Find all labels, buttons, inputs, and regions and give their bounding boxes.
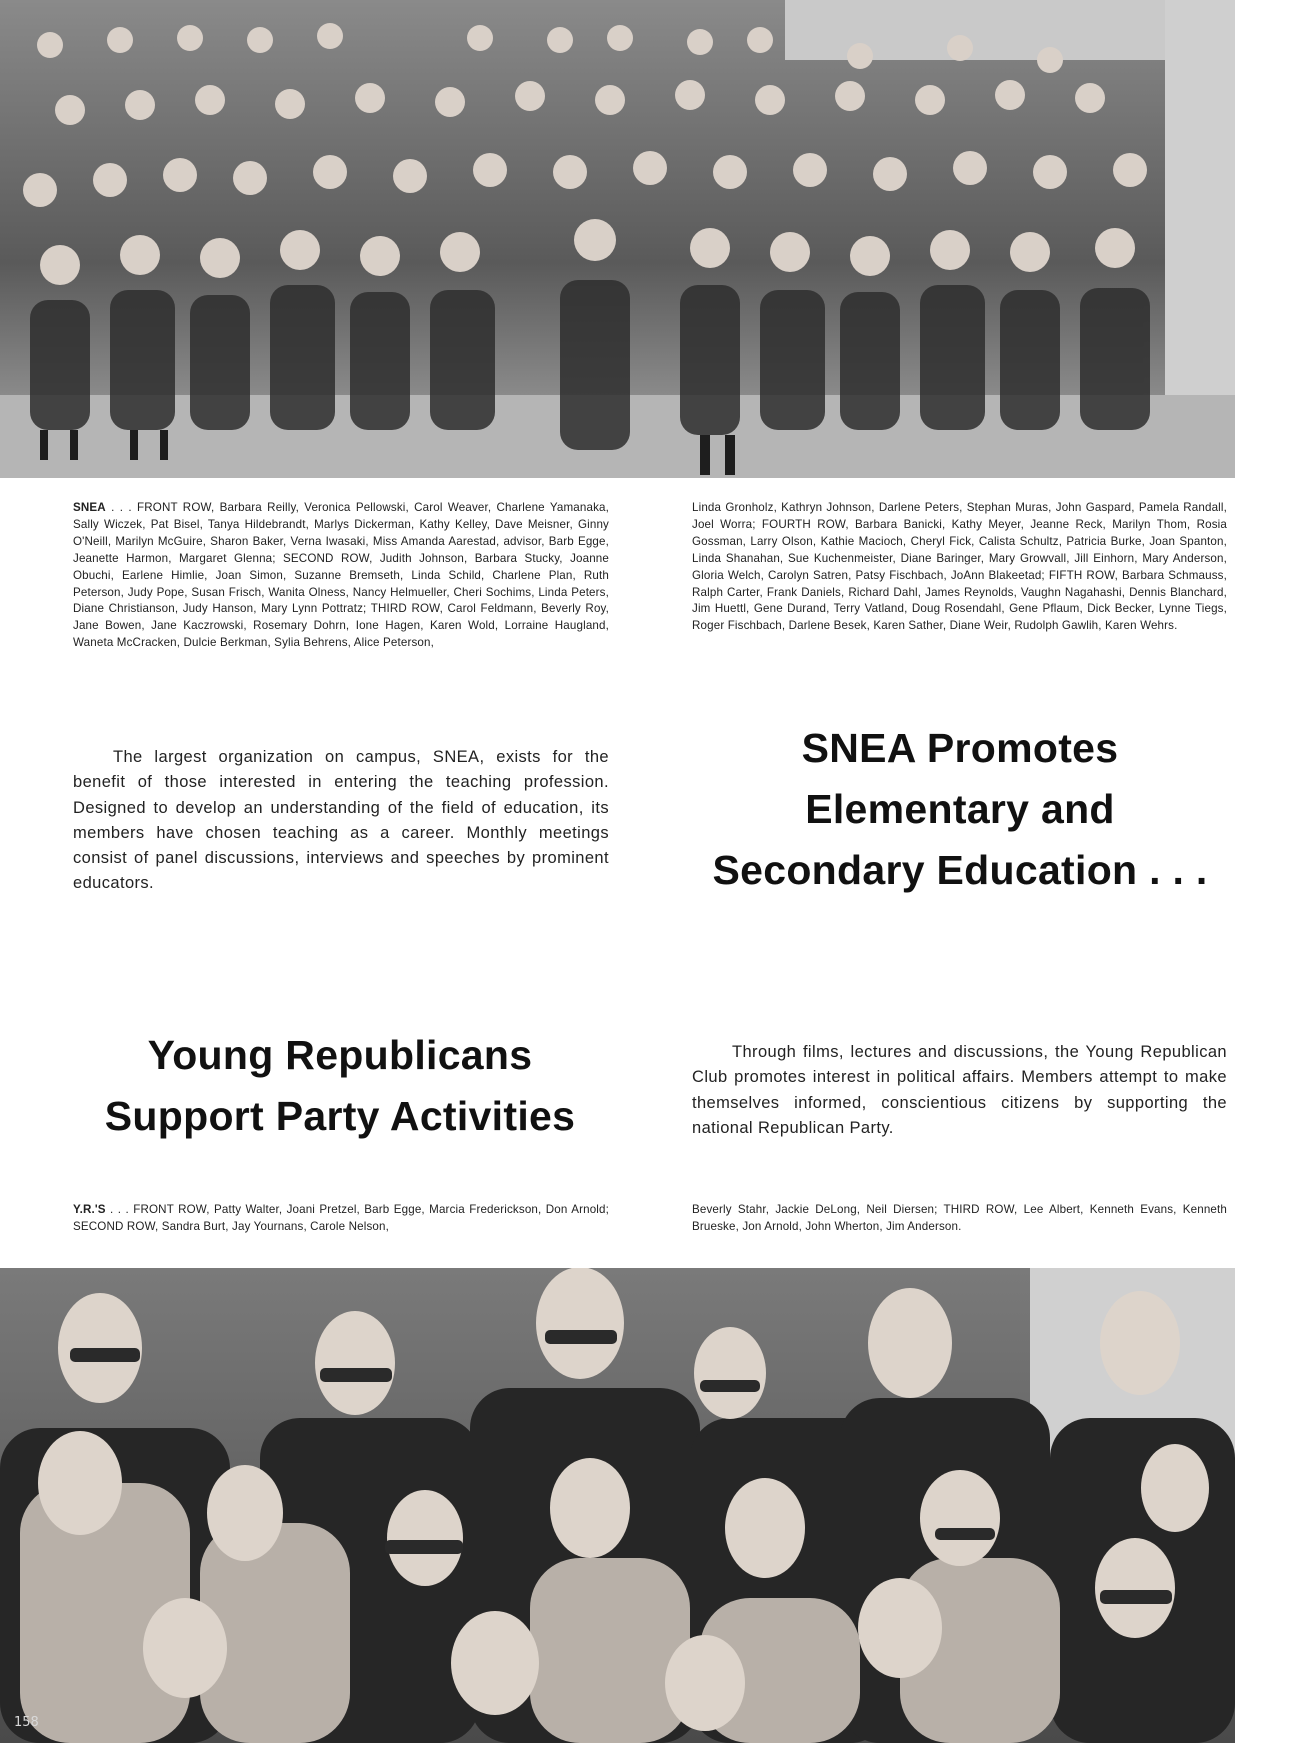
snea-headline	[680, 718, 1240, 901]
page-number: 158	[14, 1715, 39, 1730]
snea-headline-line-1: SNEA Promotes	[801, 725, 1119, 771]
snea-group-photo	[0, 0, 1235, 478]
yr-caption-left-text: . . . FRONT ROW, Patty Walter, Joani Pretzel, Barb Egge, Marcia Frederickson, Don Arnold; SECOND ROW, Sandra Burt, Jay Yournans, Carole Nelson,	[73, 1203, 609, 1233]
yr-group-photo	[0, 1268, 1235, 1743]
yr-headline	[60, 1025, 620, 1147]
snea-photo-image	[0, 0, 1235, 478]
snea-headline-line-2: Elementary and	[805, 786, 1115, 832]
yr-caption-org: Y.R.'S	[73, 1203, 106, 1216]
snea-caption-right: Linda Gronholz, Kathryn Johnson, Darlene Peters, Stephan Muras, John Gaspard, Pamela Randall, Joel Worra; FOURTH ROW, Barbara Banicki, Kathy Meyer, Jeanne Reck, Marilyn Thom, Rosia Gossman, Larry Olson, Kathie Macioch, Cheryl Fick, Calista Schultz, Patricia Burke, Joan Spanton, Linda Shanahan, Sue Kuchenmeister, Diane Baringer, Mary Growvall, Jill Einhorn, Mary Anderson, Gloria Welch, Carolyn Satren, Patsy Fischbach, JoAnn Blakeetad; FIFTH ROW, Barbara Schmauss, Ralph Carter, Frank Daniels, Richard Dahl, James Reynolds, Vaughn Nagahashi, Dennis Blanchard, Jim Huettl, Gene Durand, Terry Vatland, Doug Rosendahl, Gene Pflaum, Dick Becker, Lynne Tiegs, Roger Fischbach, Darlene Besek, Karen Sather, Diane Weir, Rudolph Gawlih, Karen Wehrs.	[692, 501, 1227, 633]
snea-caption-org: SNEA	[73, 501, 106, 514]
snea-caption-left	[73, 500, 609, 652]
yr-body-text: Through films, lectures and discussions, the Young Republican Club promotes interest in political affairs. Members attempt to make themselves informed, conscientious citizens by supporting the national Republican Party.	[692, 1043, 1227, 1137]
snea-headline-line-3: Secondary Education . . .	[712, 847, 1208, 893]
yr-caption-left	[73, 1202, 609, 1236]
yr-headline-line-2: Support Party Activities	[104, 1093, 576, 1139]
snea-caption-left-text: . . . FRONT ROW, Barbara Reilly, Veronica Pellowski, Carol Weaver, Charlene Yamanaka, Sally Wiczek, Pat Bisel, Tanya Hildebrandt, Marlys Dickerman, Kathy Kelley, Dave Meisner, Ginny O'Neill, Marilyn McGuire, Sharon Baker, Verna Iwasaki, Miss Amanda Aarestad, advisor, Barb Egge, Jeanette Harmon, Margaret Glenna; SECOND ROW, Judith Johnson, Barbara Stucky, Joanne Obuchi, Earlene Himlie, Joan Simon, Suzanne Bremseth, Linda Schild, Charlene Plan, Ruth Peterson, Judy Pope, Susan Frisch, Wanita Olness, Nancy Helmueller, Cheri Sochims, Linda Peters, Diane Christianson, Judy Hanson, Mary Lynn Pottratz; THIRD ROW, Carol Feldmann, Beverly Roy, Jane Bowen, Jane Kaczrowski, Rosemary Dohrn, Ione Hagen, Karen Wold, Lorraine Haugland, Waneta McCracken, Dulcie Berkman, Sylia Behrens, Alice Peterson,	[73, 501, 609, 650]
snea-body-text: The largest organization on campus, SNEA, exists for the benefit of those interested in entering the teaching profession. Designed to develop an understanding of the field of education, its members have chosen teaching as a career. Monthly meetings consist of panel discussions, interviews and speeches by prominent educators.	[73, 748, 609, 893]
yr-caption-right: Beverly Stahr, Jackie DeLong, Neil Diersen; THIRD ROW, Lee Albert, Kenneth Evans, Kenneth Brueske, Jon Arnold, John Wherton, Jim Anderson.	[692, 1203, 1227, 1233]
yr-headline-line-1: Young Republicans	[147, 1032, 533, 1078]
yr-photo-image	[0, 1268, 1235, 1743]
